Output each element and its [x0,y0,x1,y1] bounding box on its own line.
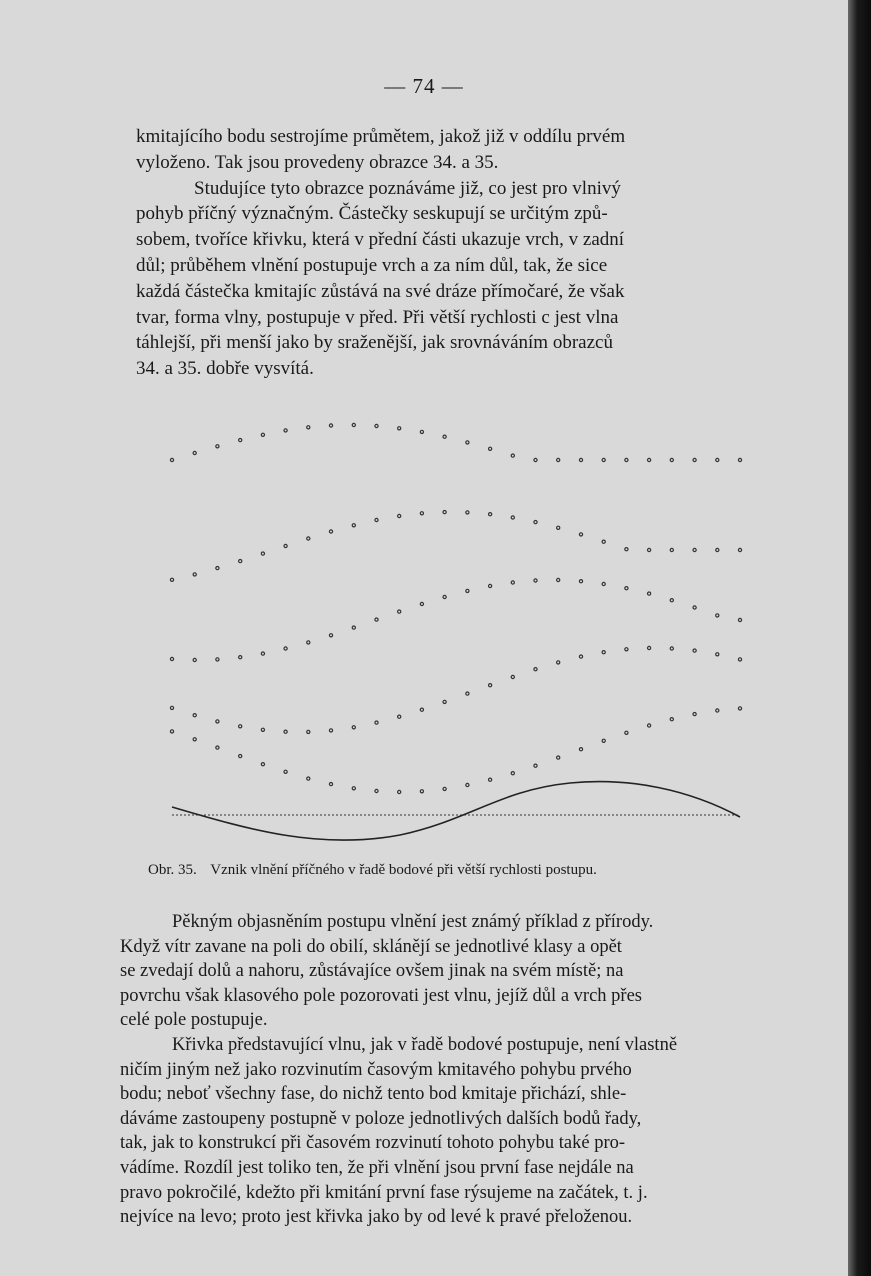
wave-point [625,731,628,734]
wave-point [648,646,651,649]
wave-point [579,533,582,536]
p2-line: celé pole postupuje. [120,1010,268,1031]
wave-point [602,739,605,742]
caption-number: Obr. 35. [148,862,197,878]
wave-point [648,592,651,595]
wave-point [579,655,582,658]
p1-line: sobem, tvoříce křivku, která v přední části ukazuje vrch, v zadní [136,229,625,251]
wave-point [579,458,582,461]
wave-point [261,763,264,766]
p1-line: táhlejší, při menší jako by sraženější, jak srovnáváním obrazců [136,332,613,354]
wave-point [625,587,628,590]
p1-line: vyloženo. Tak jsou provedeny obrazce 34. a 35. [136,151,499,173]
p2-line: bodu; neboť všechny fase, do nichž tento bod kmitaje přichází, shle- [120,1084,627,1105]
wave-point [284,647,287,650]
wave-point [284,730,287,733]
wave-point [602,651,605,654]
wave-point [261,552,264,555]
wave-point [625,458,628,461]
wave-point [534,579,537,582]
wave-point [193,658,196,661]
p1-line: kmitajícího bodu sestrojíme průmětem, jakož již v oddílu prvém [136,126,626,147]
wave-point [170,730,173,733]
wave-point [648,724,651,727]
wave-point [693,606,696,609]
wave-point [511,675,514,678]
wave-point [466,692,469,695]
wave-point [307,641,310,644]
wave-point [329,424,332,427]
wave-point [625,648,628,651]
wave-point [738,618,741,621]
wave-point [352,423,355,426]
wave-point [352,787,355,790]
wave-point [738,658,741,661]
wave-point [670,458,673,461]
wave-point [466,441,469,444]
wave-point [193,451,196,454]
wave-point [239,439,242,442]
wave-point [398,610,401,613]
wave-point [239,560,242,563]
wave-point [420,708,423,711]
paragraph-1 [136,124,790,382]
wave-point [329,530,332,533]
wave-point [716,458,719,461]
wave-point [670,599,673,602]
wave-point [511,772,514,775]
wave-point [511,454,514,457]
wave-point [284,429,287,432]
wave-point [170,657,173,660]
p2-line: tak, jak to konstrukcí při časovém rozvinutí tohoto pohybu také pro- [120,1133,626,1154]
wave-point [693,649,696,652]
wave-point [489,684,492,687]
p2-line: Když vítr zavane na poli do obilí, sklánějí se jednotlivé klasy a opět [120,936,622,957]
wave-point [716,548,719,551]
wave-point [738,458,741,461]
wave-point [216,746,219,749]
wave-point [557,578,560,581]
wave-point [466,511,469,514]
wave-point [648,548,651,551]
wave-point [693,713,696,716]
wave-point [693,548,696,551]
wave-point [489,778,492,781]
wave-point [489,447,492,450]
p2-line: povrchu však klasového pole pozorovati jest vlnu, jejíž důl a vrch přes [120,985,642,1006]
wave-curve [172,782,740,841]
wave-point [420,512,423,515]
wave-point [170,458,173,461]
p2-line: ničím jiným než jako rozvinutím časovým kmitavého pohybu prvého [120,1059,632,1080]
wave-point [193,738,196,741]
wave-point [329,634,332,637]
wave-point [239,755,242,758]
wave-point [602,540,605,543]
p1-line: důl; průběhem vlnění postupuje vrch a za ním důl, tak, že sice [136,254,608,276]
wave-point [216,567,219,570]
wave-point [420,430,423,433]
wave-point [239,725,242,728]
wave-point [716,709,719,712]
wave-point [443,787,446,790]
wave-point [443,511,446,514]
paragraph-2 [120,910,770,1230]
p2-line: se zvedají dolů a nahoru, zůstávajíce ovšem jinak na svém místě; na [120,961,624,982]
wave-point [193,573,196,576]
wave-point [420,790,423,793]
p1-line: tvar, forma vlny, postupuje v před. Při větší rychlosti c jest vlna [136,306,619,328]
wave-point [375,721,378,724]
wave-point [579,748,582,751]
wave-point [716,653,719,656]
wave-point [420,602,423,605]
figure-caption [148,862,768,879]
wave-point [670,718,673,721]
wave-point [489,513,492,516]
p1-line: Studujíce tyto obrazce poznáváme již, co jest pro vlnivý [194,177,621,199]
wave-point [216,445,219,448]
wave-point [239,656,242,659]
wave-point [625,548,628,551]
wave-point [375,618,378,621]
p1-line: každá částečka kmitajíc zůstává na své dráze přímočaré, že však [136,280,625,302]
caption-text: Vznik vlnění příčného v řadě bodové při větší rychlosti postupu. [210,862,597,878]
wave-point [398,790,401,793]
wave-point [602,458,605,461]
wave-point [738,707,741,710]
wave-point [352,626,355,629]
wave-point [557,661,560,664]
p1-line: 34. a 35. dobře vysvítá. [136,358,314,380]
wave-point [648,458,651,461]
wave-point [261,433,264,436]
wave-point [534,521,537,524]
wave-point [670,548,673,551]
wave-point [170,706,173,709]
wave-point [329,729,332,732]
wave-point [307,777,310,780]
wave-point [511,516,514,519]
wave-point [307,537,310,540]
wave-point [466,783,469,786]
wave-point [352,524,355,527]
wave-point [489,584,492,587]
p2-line: dáváme zastoupeny postupně v poloze jednotlivých dalších bodů řady, [120,1108,642,1129]
wave-point [284,770,287,773]
wave-figure [150,405,770,855]
wave-point [307,426,310,429]
wave-point [670,647,673,650]
wave-point [693,458,696,461]
wave-point [557,526,560,529]
wave-point [534,764,537,767]
wave-point [443,595,446,598]
wave-point [398,715,401,718]
wave-point [193,714,196,717]
page-edge-shadow [848,0,871,1276]
p2-line: vádíme. Rozdíl jest toliko ten, že při vlnění jsou první fase nejdále na [120,1157,634,1178]
wave-point [375,789,378,792]
p2-line: pravo pokročilé, kdežto při kmitání první fase rýsujeme na začátek, t. j. [120,1182,648,1203]
wave-point [557,756,560,759]
wave-point [398,427,401,430]
wave-point [261,652,264,655]
p2-line: Křivka představující vlnu, jak v řadě bodové postupuje, není vlastně [172,1034,678,1055]
wave-point [261,728,264,731]
wave-point [557,458,560,461]
wave-point [398,514,401,517]
wave-point [329,783,332,786]
wave-point [579,580,582,583]
wave-point [284,544,287,547]
wave-point [602,582,605,585]
wave-point [716,614,719,617]
wave-point [170,578,173,581]
wave-point [738,548,741,551]
wave-point [375,518,378,521]
wave-point [511,581,514,584]
wave-point [443,435,446,438]
wave-point [534,458,537,461]
wave-point [216,658,219,661]
wave-point [375,424,378,427]
p2-line: Pěkným objasněním postupu vlnění jest známý příklad z přírody. [172,912,654,932]
wave-point [352,726,355,729]
wave-point [443,700,446,703]
p1-line: pohyb příčný význačným. Částečky seskupují se určitým způ- [136,203,608,225]
wave-point [216,720,219,723]
wave-point [466,589,469,592]
wave-point [307,730,310,733]
page-number: — 74 — [384,74,464,98]
p2-line: nejvíce na levo; proto jest křivka jako by od levé k pravé přeloženou. [120,1207,633,1228]
wave-point [534,668,537,671]
